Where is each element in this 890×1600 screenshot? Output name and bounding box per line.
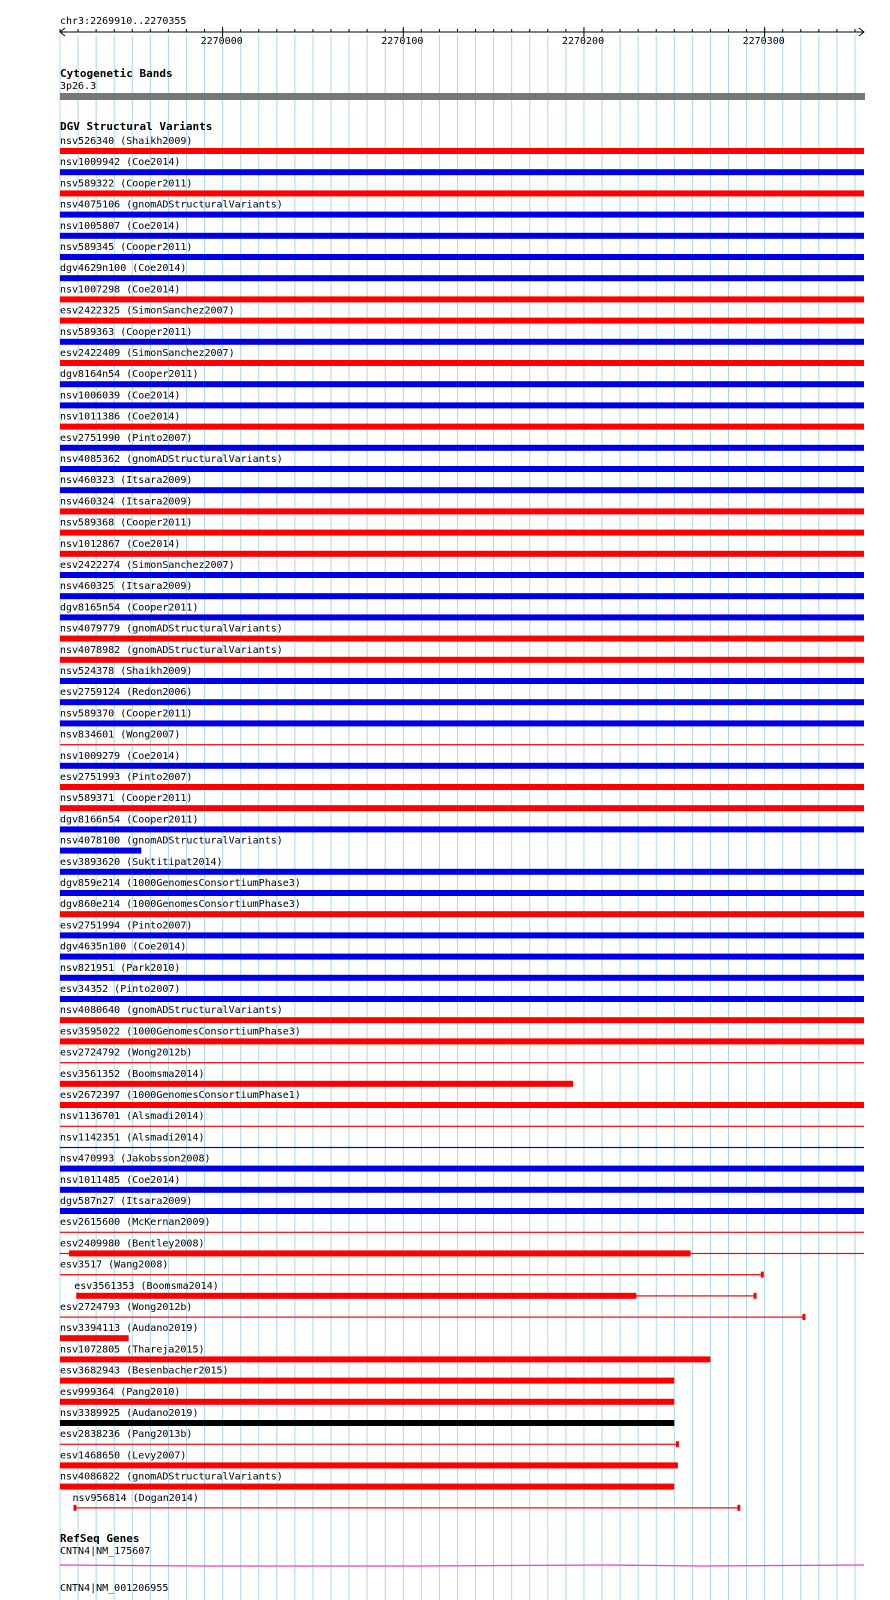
- dgv-feature-label: nsv4078982 (gnomADStructuralVariants): [60, 644, 283, 656]
- dgv-feature[interactable]: [60, 518, 864, 536]
- dgv-feature-label: nsv821951 (Park2010): [60, 962, 181, 974]
- dgv-feature[interactable]: [60, 306, 864, 324]
- dgv-feature-label: nsv1009942 (Coe2014): [60, 157, 181, 169]
- dgv-feature-bar[interactable]: [60, 530, 864, 536]
- dgv-feature-label: esv3893620 (Suktitipat2014): [60, 856, 223, 868]
- dgv-feature-bar[interactable]: [60, 636, 864, 642]
- dgv-feature-bar[interactable]: [60, 339, 864, 345]
- cytoband-label: 3p26.3: [60, 81, 97, 92]
- dgv-feature[interactable]: [60, 263, 864, 281]
- refseq-gene[interactable]: [60, 1583, 864, 1600]
- dgv-feature-label: dgv4635n100 (Coe2014): [60, 941, 187, 953]
- dgv-feature-label: dgv859e214 (1000GenomesConsortiumPhase3): [60, 878, 301, 889]
- dgv-feature-label: nsv4079779 (gnomADStructuralVariants): [60, 623, 283, 635]
- dgv-feature-label: nsv1136701 (Alsmadi2014): [60, 1111, 205, 1123]
- dgv-feature[interactable]: [60, 920, 864, 938]
- dgv-feature-bar[interactable]: [69, 1250, 691, 1256]
- dgv-feature-bar[interactable]: [60, 466, 864, 472]
- dgv-feature-label: nsv956814 (Dogan2014): [72, 1492, 199, 1504]
- dgv-feature[interactable]: [60, 666, 864, 684]
- dgv-feature-bar[interactable]: [60, 233, 864, 239]
- dgv-feature-bar[interactable]: [60, 508, 864, 514]
- dgv-feature-bar[interactable]: [60, 360, 864, 366]
- dgv-feature-label: esv3561353 (Boomsma2014): [74, 1280, 219, 1292]
- dgv-feature-bar[interactable]: [60, 1356, 710, 1362]
- dgv-feature-label: esv2422325 (SimonSanchez2007): [60, 305, 235, 317]
- dgv-feature-bar[interactable]: [60, 275, 864, 281]
- dgv-feature-bar[interactable]: [60, 1399, 674, 1405]
- dgv-feature-bar[interactable]: [60, 1017, 864, 1023]
- dgv-feature-bar[interactable]: [60, 1335, 129, 1341]
- dgv-feature[interactable]: [60, 814, 864, 832]
- dgv-feature-label: esv2409980 (Bentley2008): [60, 1238, 205, 1250]
- dgv-feature[interactable]: [60, 751, 864, 769]
- dgv-feature-label: nsv1142351 (Alsmadi2014): [60, 1132, 205, 1144]
- dgv-feature-label: nsv1011485 (Coe2014): [60, 1174, 181, 1186]
- refseq-genes: [60, 1546, 864, 1600]
- cytoband-track-title: Cytogenetic Bands: [60, 67, 173, 80]
- dgv-feature[interactable]: [74, 1281, 756, 1299]
- dgv-feature-end-cap: [737, 1505, 740, 1511]
- dgv-feature[interactable]: [60, 1217, 864, 1233]
- dgv-feature-bar[interactable]: [60, 148, 864, 154]
- dgv-feature-end-cap: [676, 1441, 679, 1447]
- dgv-feature[interactable]: [60, 369, 864, 387]
- dgv-feature-line[interactable]: [60, 1147, 864, 1148]
- dgv-feature[interactable]: [60, 1048, 864, 1064]
- dgv-feature[interactable]: [60, 624, 864, 642]
- dgv-feature-bar[interactable]: [76, 1293, 636, 1299]
- dgv-feature[interactable]: [60, 200, 864, 218]
- dgv-feature[interactable]: [60, 687, 864, 705]
- dgv-feature-bar[interactable]: [60, 1484, 674, 1490]
- dgv-feature[interactable]: [60, 157, 864, 175]
- dgv-feature-bar[interactable]: [60, 1462, 678, 1468]
- dgv-feature-label: esv2724793 (Wong2012b): [60, 1302, 193, 1313]
- dgv-feature-label: nsv526340 (Shaikh2009): [60, 136, 193, 147]
- dgv-feature-label: nsv1009279 (Coe2014): [60, 750, 181, 762]
- dgv-feature[interactable]: [60, 1450, 678, 1468]
- dgv-features: [60, 136, 864, 1511]
- dgv-feature[interactable]: [60, 539, 864, 557]
- dgv-feature-label: nsv589370 (Cooper2011): [60, 708, 193, 720]
- dgv-feature-label: nsv1005807 (Coe2014): [60, 220, 181, 232]
- dgv-feature-line[interactable]: [60, 744, 864, 745]
- dgv-feature-bar[interactable]: [60, 169, 864, 175]
- dgv-feature-label: nsv4078100 (gnomADStructuralVariants): [60, 835, 283, 847]
- dgv-feature-label: dgv587n27 (Itsara2009): [60, 1196, 193, 1207]
- dgv-feature-label: nsv1012867 (Coe2014): [60, 538, 181, 550]
- dgv-feature-line[interactable]: [60, 1062, 864, 1063]
- dgv-feature-bar[interactable]: [60, 318, 864, 324]
- dgv-feature-label: nsv4085362 (gnomADStructuralVariants): [60, 454, 283, 465]
- dgv-feature[interactable]: [60, 1090, 864, 1108]
- dgv-feature-bar[interactable]: [60, 826, 864, 832]
- dgv-feature-label: esv1468650 (Levy2007): [60, 1450, 187, 1462]
- dgv-feature-label: nsv4075106 (gnomADStructuralVariants): [60, 199, 283, 211]
- dgv-feature-line[interactable]: [74, 1507, 739, 1508]
- dgv-feature-label: nsv589371 (Cooper2011): [60, 793, 193, 805]
- dgv-feature[interactable]: [60, 1069, 573, 1087]
- dgv-feature-bar[interactable]: [60, 254, 864, 260]
- dgv-feature-bar[interactable]: [60, 805, 864, 811]
- dgv-feature[interactable]: [60, 1429, 679, 1447]
- dgv-feature-label: esv3595022 (1000GenomesConsortiumPhase3): [60, 1026, 301, 1038]
- dgv-feature[interactable]: [60, 1238, 864, 1256]
- dgv-feature-label: esv2838236 (Pang2013b): [60, 1429, 193, 1441]
- dgv-feature[interactable]: [60, 581, 864, 599]
- dgv-feature-bar[interactable]: [60, 1208, 864, 1214]
- dgv-feature-end-cap: [802, 1314, 805, 1320]
- dgv-feature-label: nsv1006039 (Coe2014): [60, 390, 181, 402]
- dgv-feature-label: esv3561352 (Boomsma2014): [60, 1068, 205, 1080]
- dgv-feature-label: nsv1007298 (Coe2014): [60, 284, 181, 296]
- position-ruler: [60, 27, 864, 47]
- dgv-feature[interactable]: [60, 1302, 805, 1320]
- cytoband-bar[interactable]: [60, 93, 865, 100]
- dgv-feature[interactable]: [60, 942, 864, 960]
- dgv-feature-line[interactable]: [60, 1126, 864, 1127]
- dgv-feature[interactable]: [60, 178, 864, 196]
- dgv-feature[interactable]: [60, 390, 864, 408]
- refseq-gene-line[interactable]: [60, 1565, 864, 1566]
- dgv-feature-bar[interactable]: [60, 190, 864, 196]
- dgv-feature-bar[interactable]: [60, 1420, 674, 1426]
- dgv-feature[interactable]: [60, 878, 864, 896]
- dgv-feature[interactable]: [60, 560, 864, 578]
- dgv-feature-bar[interactable]: [60, 954, 864, 960]
- dgv-feature-label: esv999364 (Pang2010): [60, 1386, 181, 1398]
- dgv-feature-label: nsv589363 (Cooper2011): [60, 326, 193, 338]
- dgv-feature[interactable]: [60, 1026, 864, 1044]
- dgv-feature-label: esv2422409 (SimonSanchez2007): [60, 348, 235, 359]
- dgv-feature[interactable]: [60, 348, 864, 366]
- dgv-feature-label: nsv4080640 (gnomADStructuralVariants): [60, 1005, 283, 1017]
- dgv-feature[interactable]: [60, 284, 864, 302]
- dgv-feature-label: nsv1072805 (Thareja2015): [60, 1344, 205, 1356]
- dgv-feature[interactable]: [60, 1260, 764, 1278]
- dgv-feature-label: nsv460324 (Itsara2009): [60, 496, 193, 508]
- dgv-feature-bar[interactable]: [60, 1081, 573, 1087]
- dgv-feature-bar[interactable]: [60, 381, 864, 387]
- ruler-tick-label: 2270300: [742, 36, 785, 47]
- dgv-feature[interactable]: [60, 1175, 864, 1193]
- location-label: chr3:2269910..2270355: [60, 16, 187, 27]
- dgv-feature-bar[interactable]: [60, 1187, 864, 1193]
- dgv-feature-end-cap: [754, 1293, 757, 1299]
- dgv-feature-bar[interactable]: [60, 572, 864, 578]
- dgv-track-title: DGV Structural Variants: [60, 120, 213, 133]
- dgv-feature-bar[interactable]: [60, 424, 864, 430]
- dgv-feature-bar[interactable]: [60, 212, 864, 218]
- dgv-feature-bar[interactable]: [60, 720, 864, 726]
- dgv-feature-label: nsv3389925 (Audano2019): [60, 1408, 199, 1419]
- dgv-feature-label: nsv460323 (Itsara2009): [60, 475, 193, 487]
- dgv-feature-bar[interactable]: [60, 932, 864, 938]
- dgv-feature-bar[interactable]: [60, 996, 864, 1002]
- dgv-feature-label: esv2724792 (Wong2012b): [60, 1047, 193, 1059]
- dgv-feature-label: esv2751993 (Pinto2007): [60, 772, 193, 783]
- dgv-feature-label: nsv589368 (Cooper2011): [60, 517, 193, 529]
- dgv-feature-bar[interactable]: [60, 1038, 864, 1044]
- refseq-track-title: RefSeq Genes: [60, 1532, 140, 1545]
- dgv-feature[interactable]: [60, 136, 864, 154]
- dgv-feature-label: esv2422274 (SimonSanchez2007): [60, 560, 235, 571]
- dgv-feature[interactable]: [60, 772, 864, 790]
- dgv-feature-label: esv34352 (Pinto2007): [60, 984, 181, 995]
- dgv-feature[interactable]: [72, 1493, 740, 1511]
- dgv-feature-bar[interactable]: [60, 784, 864, 790]
- dgv-feature[interactable]: [60, 730, 864, 746]
- dgv-feature-bar[interactable]: [60, 296, 864, 302]
- dgv-feature[interactable]: [60, 475, 864, 493]
- dgv-feature-label: nsv589322 (Cooper2011): [60, 178, 193, 190]
- dgv-feature-label: esv2751994 (Pinto2007): [60, 920, 193, 932]
- dgv-feature-label: dgv8166n54 (Cooper2011): [60, 814, 199, 826]
- dgv-feature-start-cap: [73, 1505, 76, 1511]
- dgv-feature-bar[interactable]: [60, 678, 864, 684]
- dgv-feature[interactable]: [60, 1132, 864, 1148]
- ruler-tick-label: 2270000: [200, 36, 243, 47]
- dgv-feature[interactable]: [60, 221, 864, 239]
- dgv-feature-label: nsv460325 (Itsara2009): [60, 581, 193, 593]
- dgv-feature-label: nsv4086822 (gnomADStructuralVariants): [60, 1471, 283, 1483]
- dgv-feature-label: esv2672397 (1000GenomesConsortiumPhase1): [60, 1090, 301, 1101]
- dgv-feature-label: esv3682943 (Besenbacher2015): [60, 1365, 229, 1377]
- dgv-feature-bar[interactable]: [60, 869, 864, 875]
- dgv-feature-label: esv3517 (Wang2008): [60, 1259, 169, 1271]
- dgv-feature[interactable]: [60, 496, 864, 514]
- dgv-feature-line[interactable]: [60, 1232, 864, 1233]
- dgv-feature[interactable]: [60, 242, 864, 260]
- dgv-feature-label: esv2759124 (Redon2006): [60, 687, 193, 699]
- dgv-feature-bar[interactable]: [60, 593, 864, 599]
- dgv-feature-label: nsv470993 (Jakobsson2008): [60, 1153, 211, 1165]
- dgv-feature-label: dgv8165n54 (Cooper2011): [60, 602, 199, 614]
- dgv-feature[interactable]: [60, 1323, 198, 1341]
- dgv-feature[interactable]: [60, 412, 864, 430]
- dgv-feature-label: dgv860e214 (1000GenomesConsortiumPhase3): [60, 899, 301, 911]
- dgv-feature-label: nsv1011386 (Coe2014): [60, 411, 181, 423]
- dgv-feature-label: esv2751990 (Pinto2007): [60, 432, 193, 444]
- dgv-feature[interactable]: [60, 327, 864, 345]
- dgv-feature-line[interactable]: [60, 1317, 804, 1318]
- dgv-feature-label: nsv834601 (Wong2007): [60, 729, 181, 741]
- dgv-feature[interactable]: [60, 899, 864, 917]
- dgv-feature-bar[interactable]: [60, 890, 864, 896]
- dgv-feature-bar[interactable]: [60, 848, 141, 854]
- dgv-feature-bar[interactable]: [60, 614, 864, 620]
- dgv-feature-end-cap: [761, 1272, 764, 1278]
- dgv-feature-bar[interactable]: [60, 1378, 674, 1384]
- ruler-tick-label: 2270100: [381, 36, 424, 47]
- dgv-feature[interactable]: [60, 1196, 864, 1214]
- dgv-feature-bar[interactable]: [60, 1102, 864, 1108]
- dgv-feature-label: esv2615600 (McKernan2009): [60, 1217, 211, 1229]
- dgv-feature-bar[interactable]: [60, 487, 864, 493]
- dgv-feature[interactable]: [60, 857, 864, 875]
- dgv-feature[interactable]: [60, 1111, 864, 1127]
- dgv-feature-bar[interactable]: [60, 657, 864, 663]
- dgv-feature-line[interactable]: [60, 1444, 678, 1445]
- dgv-feature-label: nsv3394113 (Audano2019): [60, 1323, 199, 1335]
- dgv-feature-bar[interactable]: [60, 445, 864, 451]
- dgv-feature[interactable]: [60, 1154, 864, 1172]
- dgv-feature-bar[interactable]: [60, 699, 864, 705]
- dgv-feature-bar[interactable]: [60, 551, 864, 557]
- refseq-gene-label: CNTN4|NM_001206955: [60, 1583, 169, 1594]
- dgv-feature-bar[interactable]: [60, 402, 864, 408]
- dgv-feature-label: dgv4629n100 (Coe2014): [60, 263, 187, 275]
- dgv-feature[interactable]: [60, 1005, 864, 1023]
- dgv-feature-bar[interactable]: [60, 1166, 864, 1172]
- dgv-feature[interactable]: [60, 984, 864, 1002]
- ruler-tick-label: 2270200: [561, 36, 605, 47]
- dgv-feature-label: dgv8164n54 (Cooper2011): [60, 369, 199, 381]
- refseq-gene-label: CNTN4|NM_175607: [60, 1546, 151, 1557]
- dgv-feature[interactable]: [60, 454, 864, 472]
- dgv-feature[interactable]: [60, 963, 864, 981]
- dgv-feature-label: nsv524378 (Shaikh2009): [60, 666, 193, 677]
- dgv-feature-bar[interactable]: [60, 763, 864, 769]
- dgv-feature-line[interactable]: [60, 1274, 763, 1275]
- dgv-feature[interactable]: [60, 836, 283, 854]
- dgv-feature[interactable]: [60, 793, 864, 811]
- dgv-feature-bar[interactable]: [60, 975, 864, 981]
- dgv-feature[interactable]: [60, 602, 864, 620]
- dgv-feature[interactable]: [60, 708, 864, 726]
- dgv-feature[interactable]: [60, 433, 864, 451]
- dgv-feature[interactable]: [60, 645, 864, 663]
- refseq-gene[interactable]: [60, 1546, 864, 1566]
- dgv-feature-bar[interactable]: [60, 911, 864, 917]
- dgv-feature-label: nsv589345 (Cooper2011): [60, 242, 193, 253]
